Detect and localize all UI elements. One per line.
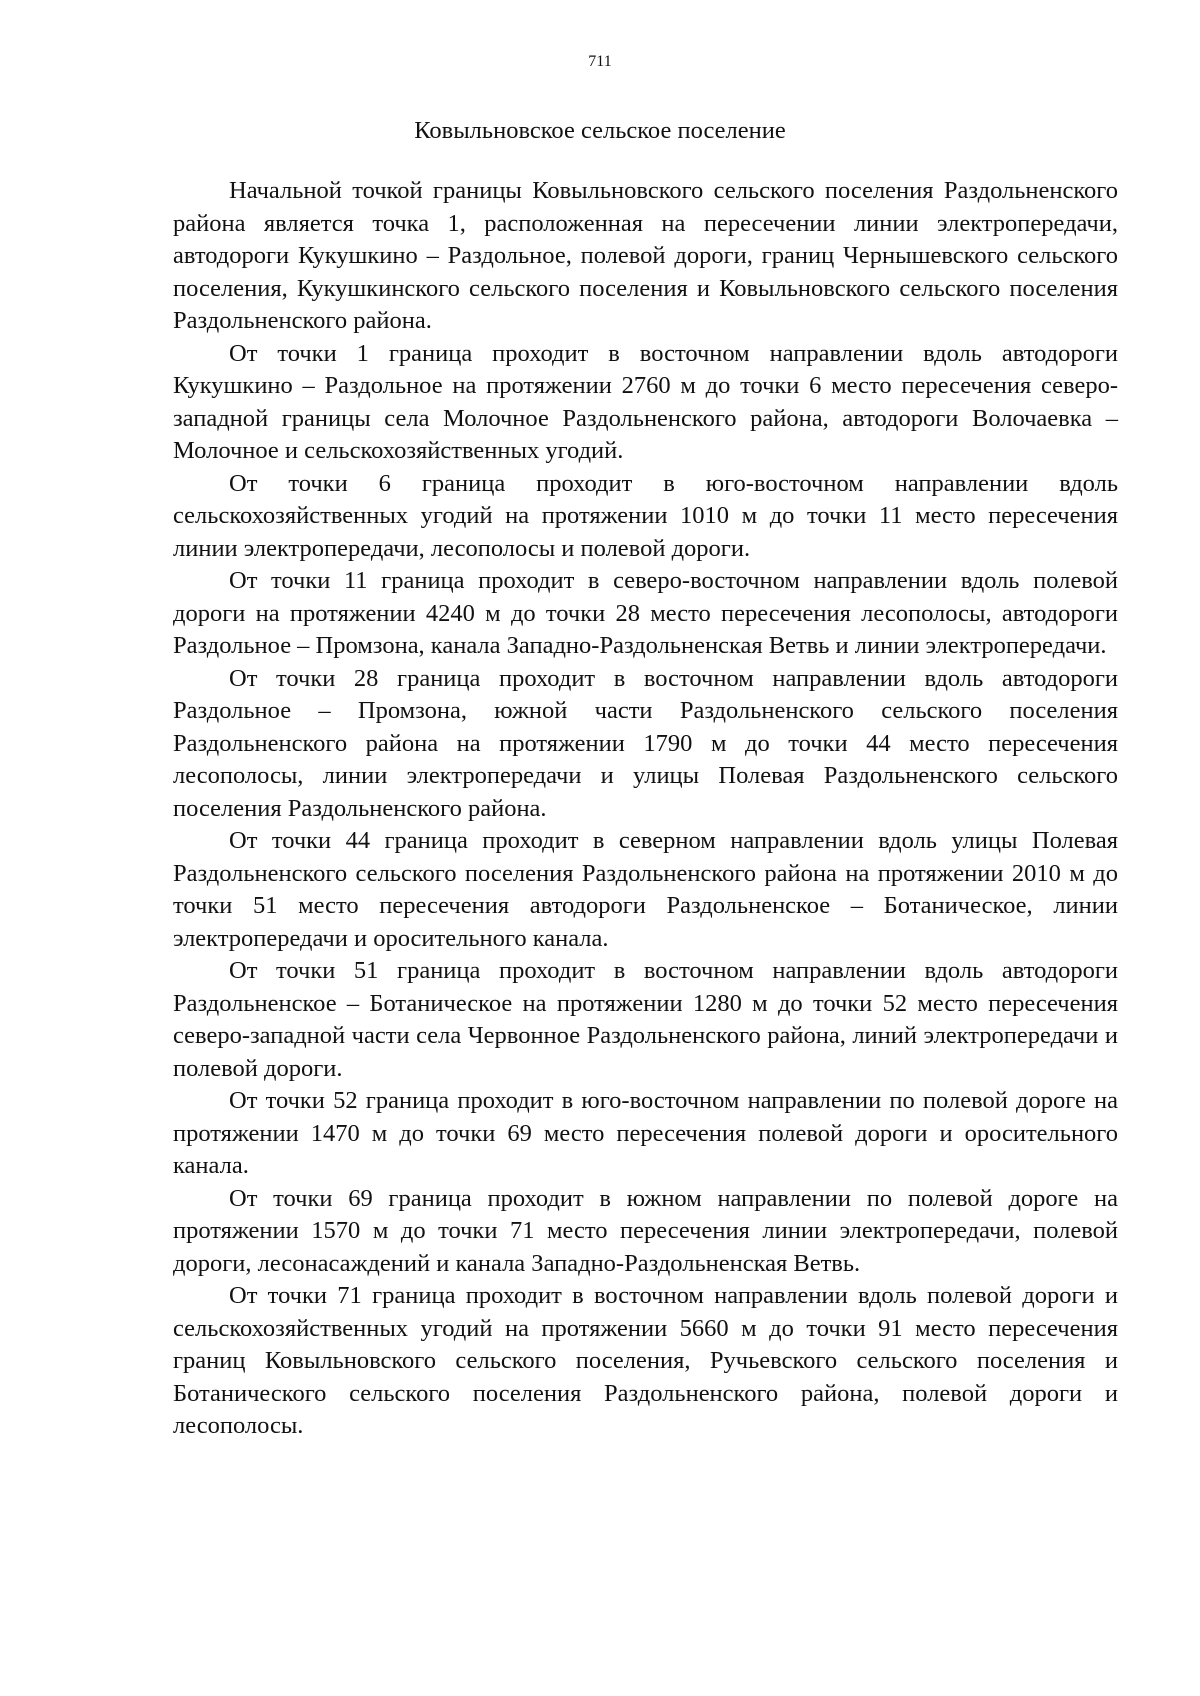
paragraph: От точки 69 граница проходит в южном направлении по полевой дороге на протяжении 1570 м до точки 71 место пересечения линии электропередачи, полевой дороги, лесонасаждений и канала Западно-Раздольненская Ветвь. — [173, 1184, 1118, 1277]
paragraph: От точки 51 граница проходит в восточном направлении вдоль автодороги Раздольненское – Ботаническое на протяжении 1280 м до точки 52 место пересечения северо-западной части села Червонное Раздольненского района, линий электропередачи и полевой дороги. — [173, 957, 1118, 1082]
paragraph: От точки 52 граница проходит в юго-восточном направлении по полевой дороге на протяжении 1470 м до точки 69 место пересечения полевой дороги и оросительного канала. — [173, 1087, 1118, 1179]
paragraph: От точки 28 граница проходит в восточном направлении вдоль автодороги Раздольное – Промзона, южной части Раздольненского сельского поселения Раздольненского района на протяжении 1790 м до точки 44 место пересечения лесополосы, линии электропередачи и улицы Полевая Раздольненского сельского поселения Раздольненского района. — [173, 664, 1118, 822]
paragraph: От точки 44 граница проходит в северном направлении вдоль улицы Полевая Раздольненского сельского поселения Раздольненского района на протяжении 2010 м до точки 51 место пересечения автодороги Раздольненское – Ботаническое, линии электропередачи и оросительного канала. — [173, 827, 1118, 952]
paragraph: От точки 71 граница проходит в восточном направлении вдоль полевой дороги и сельскохозяйственных угодий на протяжении 5660 м до точки 91 место пересечения границ Ковыльновского сельского поселения, Ручьевского сельского поселения и Ботанического сельского поселения Раздольненского района, полевой дороги и лесополосы. — [173, 1282, 1118, 1439]
paragraph: От точки 11 граница проходит в северо-восточном направлении вдоль полевой дороги на протяжении 4240 м до точки 28 место пересечения лесополосы, автодороги Раздольное – Промзона, канала Западно-Раздольненская Ветвь и линии электропередачи. — [173, 567, 1118, 659]
paragraph: Начальной точкой границы Ковыльновского сельского поселения Раздольненского района является точка 1, расположенная на пересечении линии электропередачи, автодороги Кукушкино – Раздольное, полевой дороги, границ Чернышевского сельского поселения, Кукушкинского сельского поселения и Ковыльновского сельского поселения Раздольненского района. — [173, 177, 1118, 334]
paragraph: От точки 1 граница проходит в восточном направлении вдоль автодороги Кукушкино – Раздольное на протяжении 2760 м до точки 6 место пересечения северо-западной границы села Молочное Раздольненского района, автодороги Волочаевка – Молочное и сельскохозяйственных угодий. — [173, 339, 1118, 464]
paragraph: От точки 6 граница проходит в юго-восточном направлении вдоль сельскохозяйственных угодий на протяжении 1010 м до точки 11 место пересечения линии электропередачи, лесополосы и полевой дороги. — [173, 469, 1118, 562]
document-title: Ковыльновское сельское поселение — [414, 117, 786, 144]
page-number: 711 — [588, 53, 612, 70]
document-body — [173, 175, 1118, 1443]
